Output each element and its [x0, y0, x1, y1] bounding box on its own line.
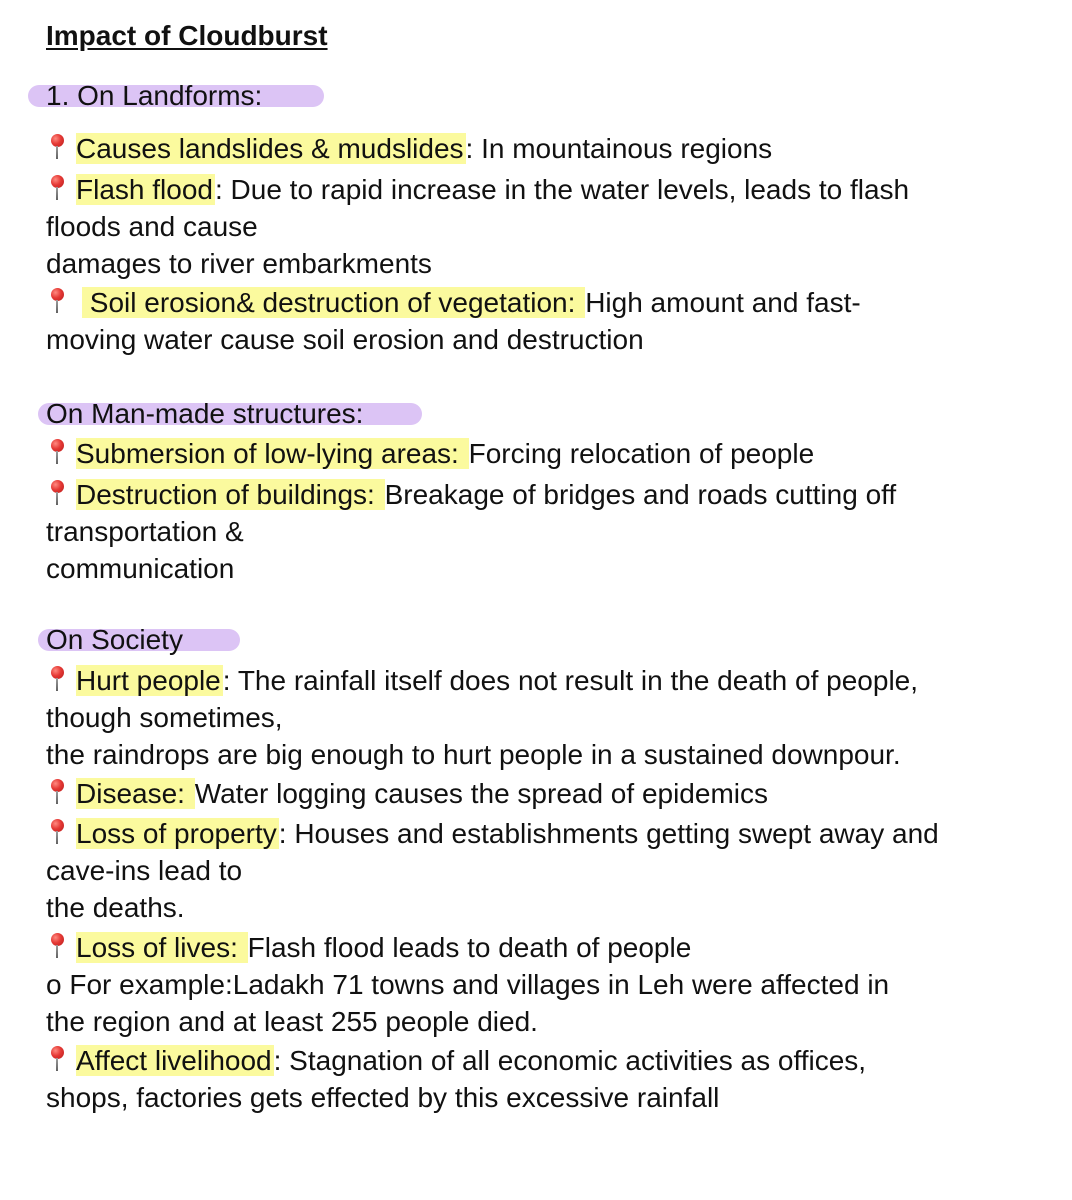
highlight-text: Loss of lives: [76, 932, 246, 963]
list-item: Flash flood: Due to rapid increase in the water levels, leads to flash floods and cause damages to river embarkments [46, 174, 910, 279]
pushpin-icon [46, 1044, 68, 1074]
pushpin-icon [46, 173, 68, 203]
list-item: Loss of property: Houses and establishments getting swept away and cave-ins lead to the deaths. [46, 818, 939, 923]
section-heading-society: On Society [46, 622, 183, 658]
highlight-text: Hurt people [76, 665, 221, 696]
page-title: Impact of Cloudburst [46, 20, 328, 51]
list-item: Soil erosion& destruction of vegetation: High amount and fast- moving water cause soil erosion and destruction [46, 287, 861, 355]
list-item: Loss of lives: Flash flood leads to death of people o For example:Ladakh 71 towns and villages in Leh were affected in the region and at least 255 people died. [46, 932, 890, 1037]
pushpin-icon [46, 817, 68, 847]
highlight-text: Soil erosion& destruction of vegetation: [82, 287, 584, 318]
pushpin-icon [46, 931, 68, 961]
list-item: Affect livelihood: Stagnation of all economic activities as offices, shops, factories gets effected by this excessive rainfall [46, 1045, 867, 1113]
highlight-text: Affect livelihood [76, 1045, 272, 1076]
list-item: Hurt people: The rainfall itself does not result in the death of people, though sometimes, the raindrops are big enough to hurt people in a sustained downpour. [46, 665, 919, 770]
highlight-text: Disease: [76, 778, 193, 809]
highlight-text: Causes landslides & mudslides [76, 133, 464, 164]
highlight-text: Destruction of buildings: [76, 479, 383, 510]
highlight-text: Flash flood [76, 174, 213, 205]
section-heading-landforms: 1. On Landforms: [46, 78, 262, 114]
list-item: Disease: Water logging causes the spread of epidemics [46, 775, 1056, 812]
section-heading-man-made-structures: On Man-made structures: [46, 396, 363, 432]
pushpin-icon [46, 478, 68, 508]
list-item: Causes landslides & mudslides: In mountainous regions [46, 130, 1056, 167]
highlight-text: Submersion of low-lying areas: [76, 438, 467, 469]
pushpin-icon [46, 286, 68, 316]
pushpin-icon [46, 664, 68, 694]
pushpin-icon [46, 132, 68, 162]
pushpin-icon [46, 777, 68, 807]
pushpin-icon [46, 437, 68, 467]
list-item: Destruction of buildings: Breakage of bridges and roads cutting off transportation & communication [46, 479, 897, 584]
list-item: Submersion of low-lying areas: Forcing relocation of people [46, 435, 1056, 472]
highlight-text: Loss of property [76, 818, 277, 849]
